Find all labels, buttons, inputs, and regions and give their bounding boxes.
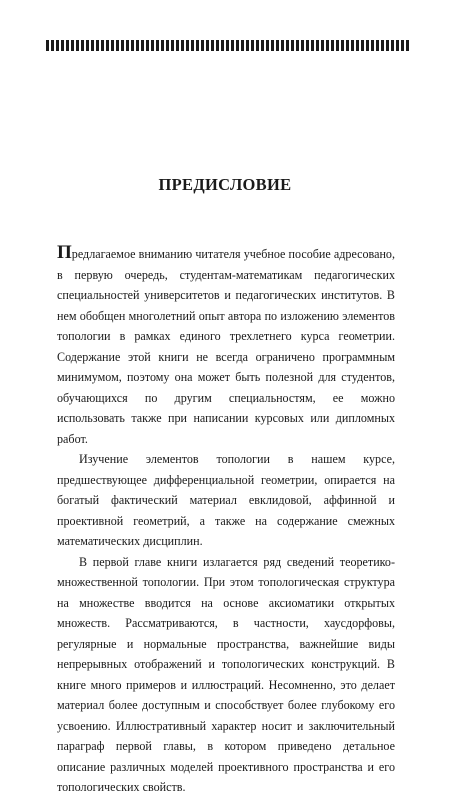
paragraph-initial: П <box>57 242 72 263</box>
decorative-top-rule <box>46 40 409 51</box>
paragraph-2: Изучение элементов топологии в нашем курсе, предшествующее дифференциальной геометрии, опирается на богатый фактический материал евклидовой, аффинной и проективной геометрий, а также на содержание смежных математических дисциплин. <box>57 452 395 548</box>
paragraph-1-text: редлагаемое вниманию читателя учебное пособие адресовано, в первую очередь, студентам-математикам педагогических специальностей университетов и педагогических институтов. В нем обобщен многолетний опыт автора по изложению элементов топологии в рамках единого трехлетнего курса геометрии. Содержание этой книги не всегда ограничено программным минимумом, поэтому она может быть полезной для студентов, обучающихся по другим специальностям, ее можно использовать также при написании курсовых или дипломных работ. <box>57 247 395 446</box>
paragraph-1 <box>57 244 395 449</box>
paragraph-3: В первой главе книги излагается ряд сведений теоретико-множественной топологии. При этом топологическая структура на множестве вводится на основе аксиоматики открытых множеств. Рассматриваются, в частности, хаусдорфовы, регулярные и нормальные пространства, важнейшие виды непрерывных отображений и топологических конструкций. В книге много примеров и иллюстраций. Несомненно, это делает материал более доступным и способствует более глубокому его усвоению. Иллюстративный характер носит и заключительный параграф первой главы, в котором приведено детальное описание различных моделей проективного пространства и его топологических свойств. <box>57 554 395 794</box>
preface-body <box>57 244 395 798</box>
page-title: ПРЕДИСЛОВИЕ <box>158 175 292 194</box>
